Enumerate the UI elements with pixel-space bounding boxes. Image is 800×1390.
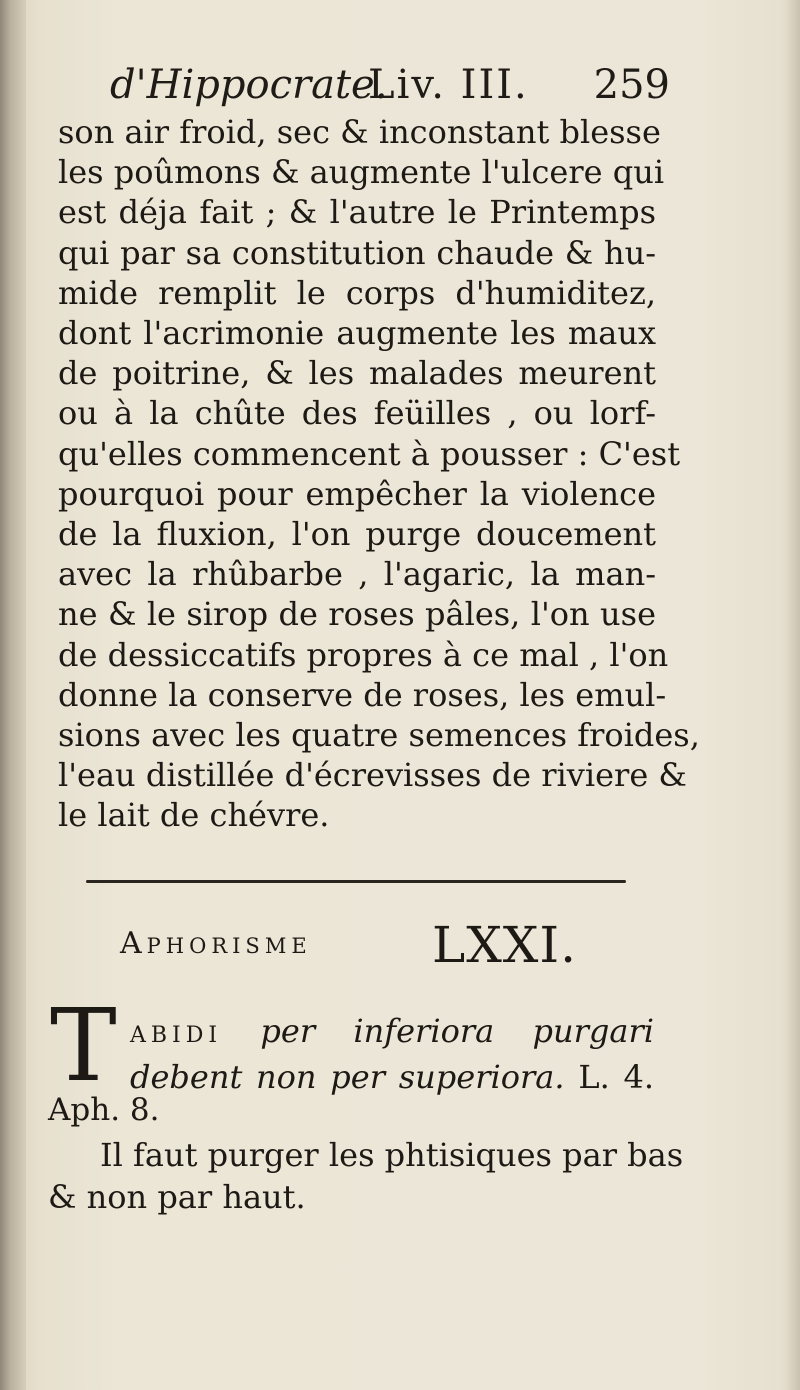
aphorism-reference: Aph. 8.	[48, 1092, 160, 1128]
body-line: dont l'acrimonie augmente les maux	[58, 314, 656, 353]
latin-line-2-text: debent non per superiora.	[130, 1058, 565, 1096]
body-line: avec la rhûbarbe , l'agaric, la man-	[58, 555, 656, 594]
body-line: ou à la chûte des feüilles , ou lorf-	[58, 394, 656, 433]
page-number: 259	[593, 62, 670, 108]
body-line: ne & le sirop de roses pâles, l'on use	[58, 595, 656, 634]
latin-first-word: abidi	[130, 1012, 223, 1050]
aphorism-heading-word: Aphorisme	[120, 926, 312, 961]
section-divider	[86, 880, 626, 883]
body-line: mide remplit le corps d'humiditez,	[58, 273, 656, 312]
french-translation	[48, 1134, 684, 1218]
aphorism-heading	[120, 916, 640, 976]
body-line: de poitrine, & les malades meurent	[58, 354, 656, 393]
body-paragraph	[58, 112, 700, 836]
body-line: les poûmons & augmente l'ulcere qui	[58, 153, 665, 192]
body-line: de dessiccatifs propres à ce mal , l'on	[58, 635, 669, 674]
body-line: qui par sa constitution chaude & hu-	[58, 233, 656, 272]
aphorism-heading-numeral: LXXI.	[432, 916, 578, 974]
latin-line-1	[130, 1008, 654, 1054]
body-line: donne la conserve de roses, les emul-	[58, 675, 667, 714]
latin-reference: L. 4.	[578, 1058, 655, 1096]
latin-line-1-text: per inferiora purgari	[260, 1012, 655, 1050]
running-head-title: d'Hippocrate.	[110, 62, 388, 108]
page-gutter	[0, 0, 26, 1390]
page-edge-shadow	[786, 0, 800, 1390]
latin-line-2	[130, 1054, 654, 1100]
latin-aphorism	[130, 1008, 654, 1100]
body-line: qu'elles commencent à pousser : C'est	[58, 434, 681, 473]
translation-line: & non par haut.	[48, 1178, 306, 1216]
running-head-book: Liv. III.	[368, 62, 529, 108]
body-line: sions avec les quatre semences froides,	[58, 716, 700, 755]
body-line: son air froid, sec & inconstant blesse	[58, 113, 661, 151]
translation-line: Il faut purger les phtisiques par bas	[100, 1136, 684, 1174]
body-line: est déja fait ; & l'autre le Printemps	[58, 193, 656, 232]
body-line: l'eau distillée d'écrevisses de riviere &	[58, 756, 687, 795]
body-line: le lait de chévre.	[58, 796, 330, 835]
drop-cap: T	[50, 987, 117, 1104]
body-line: de la fluxion, l'on purge doucement	[58, 515, 656, 554]
body-line: pourquoi pour empêcher la violence	[58, 474, 656, 513]
